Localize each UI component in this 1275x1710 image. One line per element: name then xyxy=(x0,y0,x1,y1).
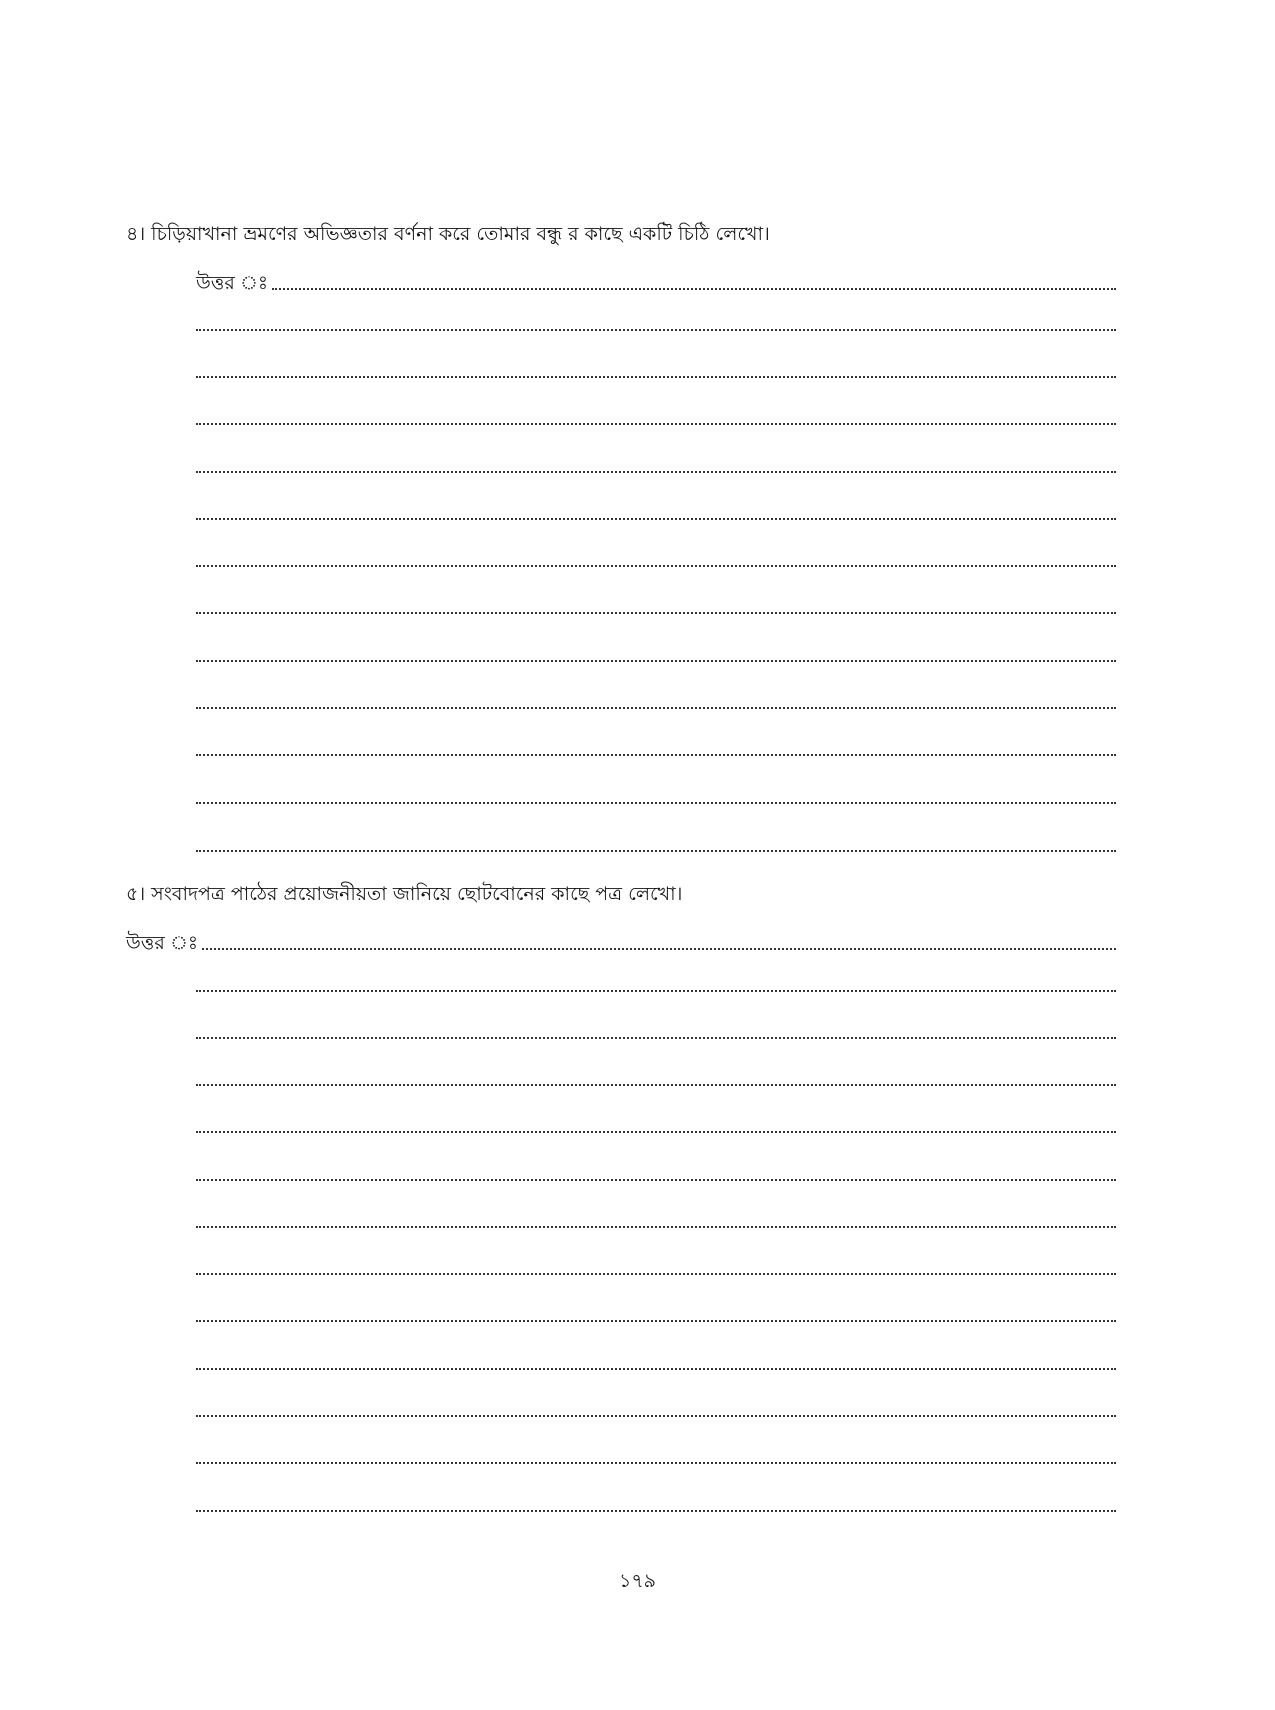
answer-line[interactable] xyxy=(196,329,1116,331)
answer-line[interactable] xyxy=(196,707,1116,709)
question-4-answer-row[interactable] xyxy=(196,270,1116,296)
question-5-answer-row[interactable] xyxy=(126,930,1116,956)
page-number: ১৭৯ xyxy=(618,1570,656,1592)
question-4 xyxy=(126,220,770,248)
answer-line xyxy=(202,948,1116,950)
answer-line[interactable] xyxy=(196,1273,1116,1275)
answer-line[interactable] xyxy=(196,1179,1116,1181)
question-4-text: চিড়িয়াখানা ভ্রমণের অভিজ্ঞতার বর্ণনা করে তোমার বন্ধু র কাছে একটি চিঠি লেখো। xyxy=(151,223,770,245)
answer-line[interactable] xyxy=(196,754,1116,756)
answer-line[interactable] xyxy=(196,565,1116,567)
question-5 xyxy=(126,880,682,908)
answer-line[interactable] xyxy=(196,1462,1116,1464)
answer-line[interactable] xyxy=(196,850,1116,852)
answer-line[interactable] xyxy=(196,1084,1116,1086)
question-5-text: সংবাদপত্র পাঠের প্রয়োজনীয়তা জানিয়ে ছোটবোনের কাছে পত্র লেখো। xyxy=(151,883,683,905)
question-4-answer-label: উত্তর ঃ xyxy=(196,272,269,294)
answer-line[interactable] xyxy=(196,1037,1116,1039)
answer-line[interactable] xyxy=(196,660,1116,662)
answer-line[interactable] xyxy=(196,1320,1116,1322)
answer-line[interactable] xyxy=(196,802,1116,804)
answer-line[interactable] xyxy=(196,1415,1116,1417)
answer-line[interactable] xyxy=(196,1510,1116,1512)
answer-line[interactable] xyxy=(196,423,1116,425)
answer-line[interactable] xyxy=(196,518,1116,520)
answer-line xyxy=(272,288,1116,290)
question-5-answer-label: উত্তর ঃ xyxy=(126,932,199,954)
answer-line[interactable] xyxy=(196,612,1116,614)
answer-line[interactable] xyxy=(196,1368,1116,1370)
answer-line[interactable] xyxy=(196,1131,1116,1133)
answer-line[interactable] xyxy=(196,1226,1116,1228)
answer-line[interactable] xyxy=(196,471,1116,473)
answer-line[interactable] xyxy=(196,990,1116,992)
question-5-number: ৫। xyxy=(126,883,146,905)
answer-line[interactable] xyxy=(196,376,1116,378)
question-4-number: ৪। xyxy=(126,223,146,245)
